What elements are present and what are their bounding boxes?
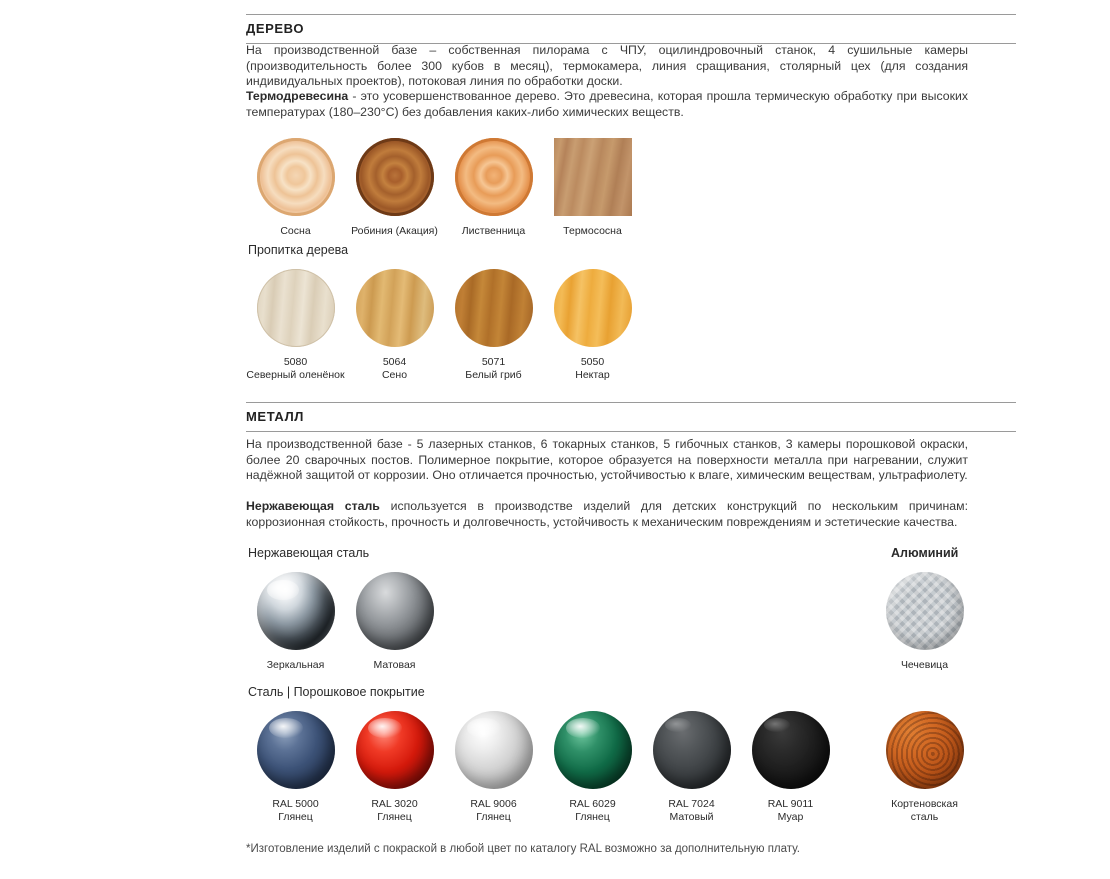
powder-sphere-ral9006-icon <box>455 711 533 789</box>
swatch-finish: Глянец <box>278 810 313 823</box>
swatch-caption <box>345 798 444 823</box>
corten-row <box>875 709 974 823</box>
swatch-5050[interactable] <box>543 267 642 381</box>
powder-sphere-ral9011-icon <box>752 711 830 789</box>
swatch-code: 5080 <box>283 356 308 368</box>
swatch-caption <box>444 356 543 381</box>
swatch-image-wrap <box>345 136 444 218</box>
metal-paragraph-2 <box>246 499 968 530</box>
swatch-caption: Термососна <box>563 225 622 237</box>
steel-sphere-matte-icon <box>356 572 434 650</box>
swatch-code: RAL 9006 <box>470 798 517 810</box>
corten-sphere-icon <box>886 711 964 789</box>
swatch-finish: Муар <box>777 810 804 823</box>
swatch-image-wrap <box>543 136 642 218</box>
section-title-wood: ДЕРЕВО <box>246 21 305 36</box>
powder-sphere-ral5000-icon <box>257 711 335 789</box>
swatch-image-wrap <box>444 136 543 218</box>
swatch-code: 5071 <box>481 356 506 368</box>
swatch-ral-7024[interactable] <box>642 709 741 823</box>
swatch-ral-9011[interactable] <box>741 709 840 823</box>
swatch-image-wrap <box>642 709 741 791</box>
swatch-matte[interactable] <box>345 570 444 672</box>
swatch-caption: Робиния (Акация) <box>351 225 438 237</box>
swatch-caption <box>543 356 642 381</box>
swatch-image-wrap <box>345 709 444 791</box>
swatch-ral-9006[interactable] <box>444 709 543 823</box>
swatch-image-wrap <box>444 267 543 349</box>
swatch-image-wrap <box>875 709 974 791</box>
swatch-sosna[interactable] <box>246 136 345 238</box>
swatch-mirror[interactable] <box>246 570 345 672</box>
swatch-name: Нектар <box>575 368 610 381</box>
divider-line <box>246 14 1016 15</box>
swatch-caption: Чечевица <box>900 659 949 671</box>
swatch-finish: Матовый <box>669 810 714 823</box>
swatch-caption <box>875 798 974 823</box>
swatch-image-wrap <box>875 570 974 652</box>
swatch-image-wrap <box>345 570 444 652</box>
swatch-caption <box>741 798 840 823</box>
swatch-code: RAL 7024 <box>668 798 715 810</box>
swatch-5064[interactable] <box>345 267 444 381</box>
swatch-5080[interactable] <box>246 267 345 381</box>
swatch-finish: Глянец <box>575 810 610 823</box>
swatch-finish: Глянец <box>476 810 511 823</box>
impregnation-disc-5071-icon <box>455 269 533 347</box>
wood-disc-sosna-icon <box>257 138 335 216</box>
subtitle-impregnation: Пропитка дерева <box>248 243 349 257</box>
swatch-code: 5064 <box>382 356 407 368</box>
swatch-code: RAL 9011 <box>767 798 814 810</box>
swatch-image-wrap <box>345 267 444 349</box>
swatch-caption <box>543 798 642 823</box>
swatch-name: Сено <box>381 368 408 381</box>
swatch-caption <box>345 356 444 381</box>
section-header-wood <box>246 14 1016 44</box>
swatch-image-wrap <box>741 709 840 791</box>
subtitle-stainless-steel: Нержавеющая сталь <box>248 546 370 560</box>
swatch-listvennica[interactable] <box>444 136 543 238</box>
swatch-termososna[interactable] <box>543 136 642 238</box>
wood-paragraph-2-rest: - это усовершенствованное дерево. Это древесина, которая прошла термическую обработку при высоких температурах (180–230°C) без добавления каких-либо химических веществ. <box>246 89 968 119</box>
swatch-caption <box>246 356 345 381</box>
swatch-name: Белый гриб <box>465 368 522 381</box>
swatch-ral-6029[interactable] <box>543 709 642 823</box>
impregnation-disc-5080-icon <box>257 269 335 347</box>
metal-paragraph-2-rest: используется в производстве изделий для детских конструкций по нескольким причинам: коррозионная стойкость, прочность и долговечность, устойчивость к механическим повреждениям и эстетические качества. <box>246 499 969 529</box>
swatch-name-line1: Кортеновская <box>891 798 958 810</box>
impregnation-disc-5050-icon <box>554 269 632 347</box>
stainless-steel-row <box>246 570 444 672</box>
divider-line <box>246 402 1016 403</box>
swatch-image-wrap <box>246 709 345 791</box>
swatch-corten[interactable] <box>875 709 974 823</box>
swatch-5071[interactable] <box>444 267 543 381</box>
wood-species-row <box>246 136 642 238</box>
swatch-image-wrap <box>246 267 345 349</box>
wood-paragraph-2-bold: Термодревесина <box>246 89 349 103</box>
wood-paragraph-2 <box>246 89 968 120</box>
swatch-caption: Лиственница <box>461 225 526 237</box>
wood-disc-robinia-icon <box>356 138 434 216</box>
swatch-caption <box>642 798 741 823</box>
section-header-metal <box>246 402 1016 432</box>
powder-sphere-ral6029-icon <box>554 711 632 789</box>
swatch-image-wrap <box>444 709 543 791</box>
swatch-robinia[interactable] <box>345 136 444 238</box>
swatch-caption: Матовая <box>373 659 416 671</box>
swatch-name-line2: сталь <box>910 810 939 823</box>
swatch-finish: Глянец <box>377 810 412 823</box>
swatch-chechevitsa[interactable] <box>875 570 974 672</box>
subtitle-aluminium: Алюминий <box>891 546 959 560</box>
powder-sphere-ral7024-icon <box>653 711 731 789</box>
metal-paragraph-2-bold: Нержавеющая сталь <box>246 499 380 513</box>
swatch-image-wrap <box>543 709 642 791</box>
wood-paragraph-1: На производственной базе – собственная пилорама с ЧПУ, оцилиндровочный станок, 4 сушильные камеры (производительность более 300 кубов в месяц), термокамера, линия сращивания, столярный цех (для создания индивидуальных проектов), потоковая линия по обработки доски. <box>246 43 968 88</box>
swatch-ral-3020[interactable] <box>345 709 444 823</box>
swatch-code: RAL 5000 <box>272 798 319 810</box>
swatch-caption <box>444 798 543 823</box>
swatch-code: RAL 6029 <box>569 798 616 810</box>
aluminium-row <box>875 570 974 672</box>
footnote-ral: *Изготовление изделий с покраской в любой цвет по каталогу RAL возможно за дополнительную плату. <box>246 843 800 855</box>
subtitle-powder-coating: Сталь | Порошковое покрытие <box>248 685 425 699</box>
section-title-metal: МЕТАЛЛ <box>246 409 305 424</box>
powder-coating-row <box>246 709 840 823</box>
aluminium-disc-lentil-icon <box>886 572 964 650</box>
powder-sphere-ral3020-icon <box>356 711 434 789</box>
swatch-caption: Зеркальная <box>266 659 325 671</box>
metal-paragraph-1: На производственной базе - 5 лазерных станков, 6 токарных станков, 5 гибочных станков, 3 камеры порошковой окраски, более 20 сварочных постов. Полимерное покрытие, которое образуется на поверхности металла при нагревании, служит надёжной защитой от коррозии. Оно отличается прочностью, устойчивостью к влаге, химическим веществам, ультрафиолету. <box>246 437 968 482</box>
swatch-ral-5000[interactable] <box>246 709 345 823</box>
swatch-name: Северный оленёнок <box>246 368 345 381</box>
swatch-code: RAL 3020 <box>371 798 418 810</box>
swatch-image-wrap <box>246 136 345 218</box>
swatch-image-wrap <box>246 570 345 652</box>
swatch-caption <box>246 798 345 823</box>
impregnation-disc-5064-icon <box>356 269 434 347</box>
divider-line <box>246 431 1016 432</box>
wood-disc-listvennica-icon <box>455 138 533 216</box>
swatch-caption: Сосна <box>280 225 311 237</box>
wood-impregnation-row <box>246 267 642 381</box>
swatch-image-wrap <box>543 267 642 349</box>
steel-sphere-mirror-icon <box>257 572 335 650</box>
wood-plank-termososna-icon <box>554 138 632 216</box>
swatch-code: 5050 <box>580 356 605 368</box>
